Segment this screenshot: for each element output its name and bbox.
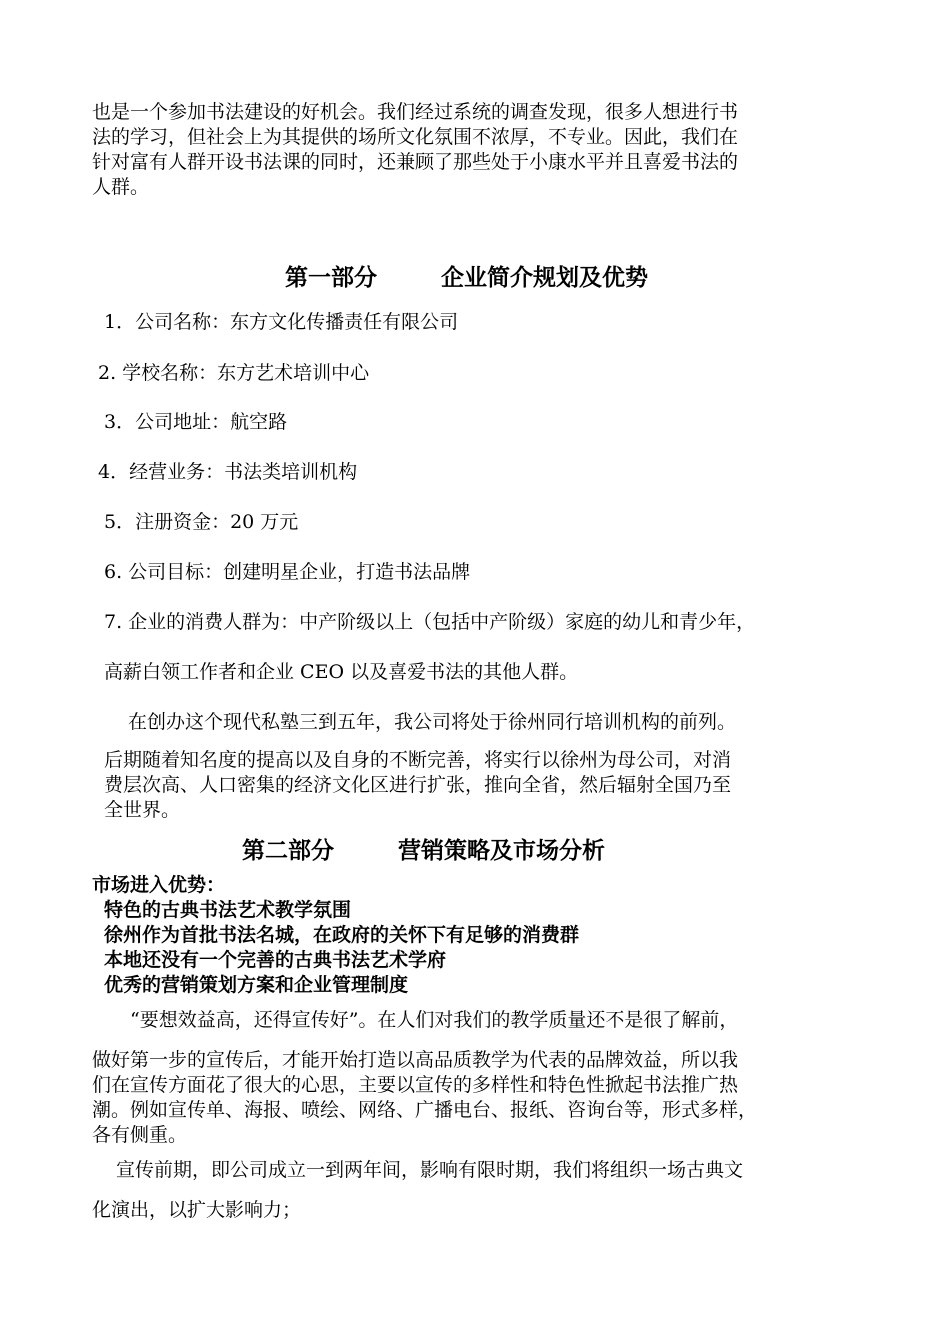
plan-line: 费层次高、人口密集的经济文化区进行扩张，推向全省，然后辐射全国乃至 [104,774,732,796]
company-info-item: 2. 学校名称：东方艺术培训中心 [98,362,370,384]
advantage-item: 特色的古典书法艺术教学氛围 [104,899,352,921]
advantage-heading: 市场进入优势： [92,874,226,896]
plan-line: 在创办这个现代私塾三到五年，我公司将处于徐州同行培训机构的前列。 [128,711,737,733]
intro-line: 人群。 [92,176,150,198]
company-info-item: 7. 企业的消费人群为：中产阶级以上（包括中产阶级）家庭的幼儿和青少年， [104,611,756,633]
promo-line: “要想效益高，还得宣传好”。在人们对我们的教学质量还不是很了解前， [130,1009,739,1031]
promo-line: 各有侧重。 [92,1124,188,1146]
promo-line: 们在宣传方面花了很大的心思，主要以宣传的多样性和特色性掀起书法推广热 [92,1074,739,1096]
advantage-item: 优秀的营销策划方案和企业管理制度 [104,974,409,996]
section-title-part1: 第一部分 企业简介规划及优势 [285,264,649,291]
promo-line: 潮。例如宣传单、海报、喷绘、网络、广播电台、报纸、咨询台等，形式多样， [92,1099,758,1121]
company-info-item: 5．注册资金：20 万元 [104,511,299,533]
plan-line: 后期随着知名度的提高以及自身的不断完善，将实行以徐州为母公司，对消 [104,749,732,771]
advantage-item: 本地还没有一个完善的古典书法艺术学府 [104,949,447,971]
company-info-item: 高薪白领工作者和企业 CEO 以及喜爱书法的其他人群。 [104,661,579,683]
company-info-item: 3．公司地址：航空路 [104,411,288,433]
intro-line: 也是一个参加书法建设的好机会。我们经过系统的调查发现，很多人想进行书 [92,101,739,123]
company-info-item: 1．公司名称：东方文化传播责任有限公司 [104,311,459,333]
advantage-item: 徐州作为首批书法名城，在政府的关怀下有足够的消费群 [104,924,580,946]
early-phase-line: 宣传前期，即公司成立一到两年间，影响有限时期，我们将组织一场古典文 [116,1159,744,1181]
plan-line: 全世界。 [104,799,181,821]
section-title-part2: 第二部分 营销策略及市场分析 [242,837,606,864]
company-info-item: 4．经营业务：书法类培训机构 [98,461,358,483]
promo-line: 做好第一步的宣传后，才能开始打造以高品质教学为代表的品牌效益，所以我 [92,1049,739,1071]
company-info-item: 6. 公司目标：创建明星企业，打造书法品牌 [104,561,471,583]
intro-line: 针对富有人群开设书法课的同时，还兼顾了那些处于小康水平并且喜爱书法的 [92,151,739,173]
early-phase-line: 化演出，以扩大影响力； [92,1199,302,1221]
intro-line: 法的学习，但社会上为其提供的场所文化氛围不浓厚，不专业。因此，我们在 [92,126,739,148]
